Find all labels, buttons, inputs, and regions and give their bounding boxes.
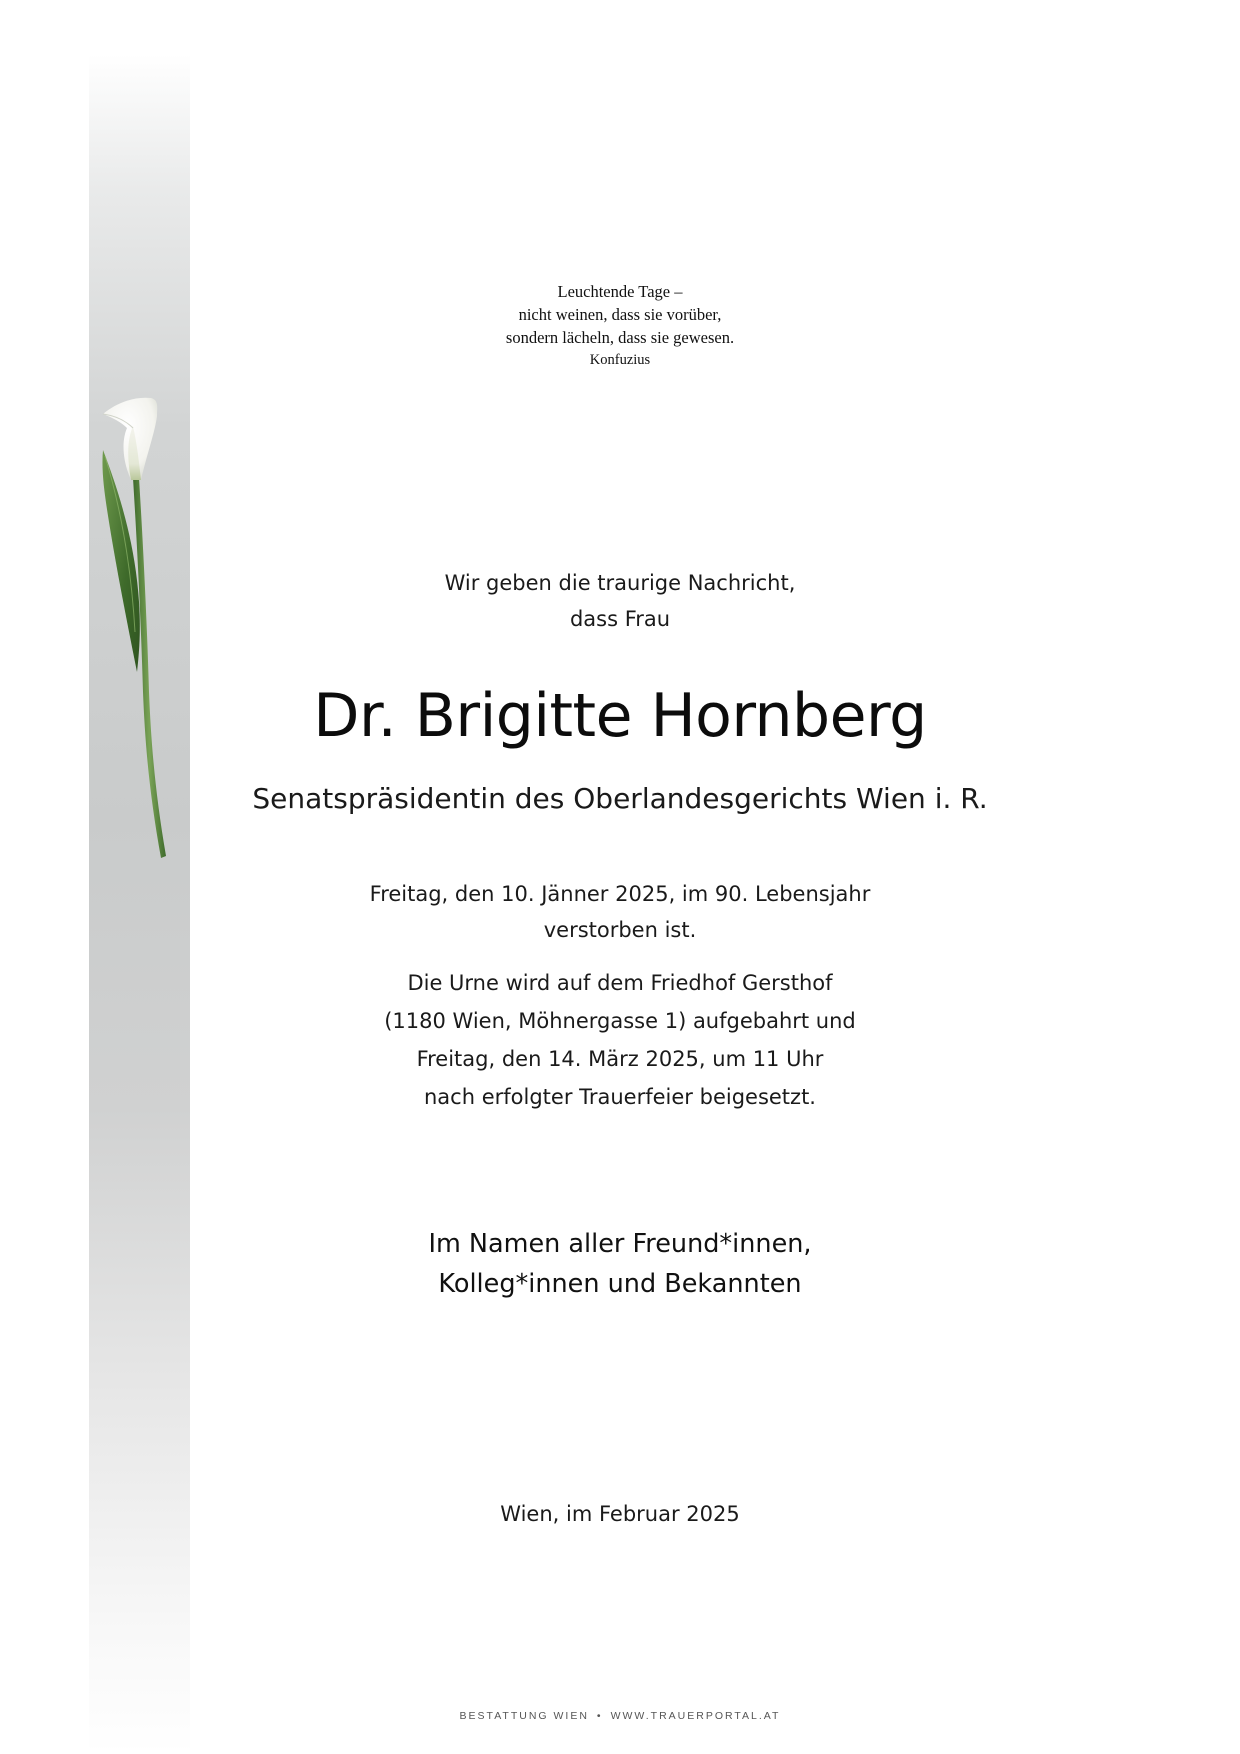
deceased-name: Dr. Brigitte Hornberg (313, 681, 927, 751)
burial-line: Freitag, den 14. März 2025, um 11 Uhr (416, 1047, 824, 1071)
place-date: Wien, im Februar 2025 (500, 1502, 740, 1526)
signoff (0, 1224, 1240, 1304)
burial-notice (0, 964, 1240, 1116)
intro-line: Wir geben die traurige Nachricht, (444, 571, 796, 595)
burial-line: Die Urne wird auf dem Friedhof Gersthof (407, 971, 833, 995)
intro-text (0, 565, 1240, 637)
footer-company: BESTATTUNG WIEN (459, 1710, 589, 1722)
signoff-line: Im Namen aller Freund*innen, (428, 1229, 812, 1259)
quote-line: Leuchtende Tage – (557, 282, 683, 301)
quote-line: sondern lächeln, dass sie gewesen. (505, 328, 735, 347)
deceased-title: Senatspräsidentin des Oberlandesgerichts Wien i. R. (252, 782, 988, 815)
quote-line: nicht weinen, dass sie vorüber, (518, 305, 722, 324)
quote-author: Konfuzius (589, 352, 651, 368)
footer (0, 1708, 1240, 1724)
quote-block (0, 280, 1240, 371)
signoff-line: Kolleg*innen und Bekannten (438, 1269, 802, 1299)
burial-line: (1180 Wien, Möhnergasse 1) aufgebahrt und (384, 1009, 856, 1033)
footer-separator: • (596, 1710, 603, 1722)
burial-line: nach erfolgter Trauerfeier beigesetzt. (424, 1085, 816, 1109)
death-line: Freitag, den 10. Jänner 2025, im 90. Lebensjahr (369, 882, 871, 906)
footer-website[interactable]: WWW.TRAUERPORTAL.AT (610, 1710, 781, 1722)
death-notice (0, 876, 1240, 948)
death-line: verstorben ist. (543, 918, 697, 942)
intro-line: dass Frau (569, 607, 671, 631)
